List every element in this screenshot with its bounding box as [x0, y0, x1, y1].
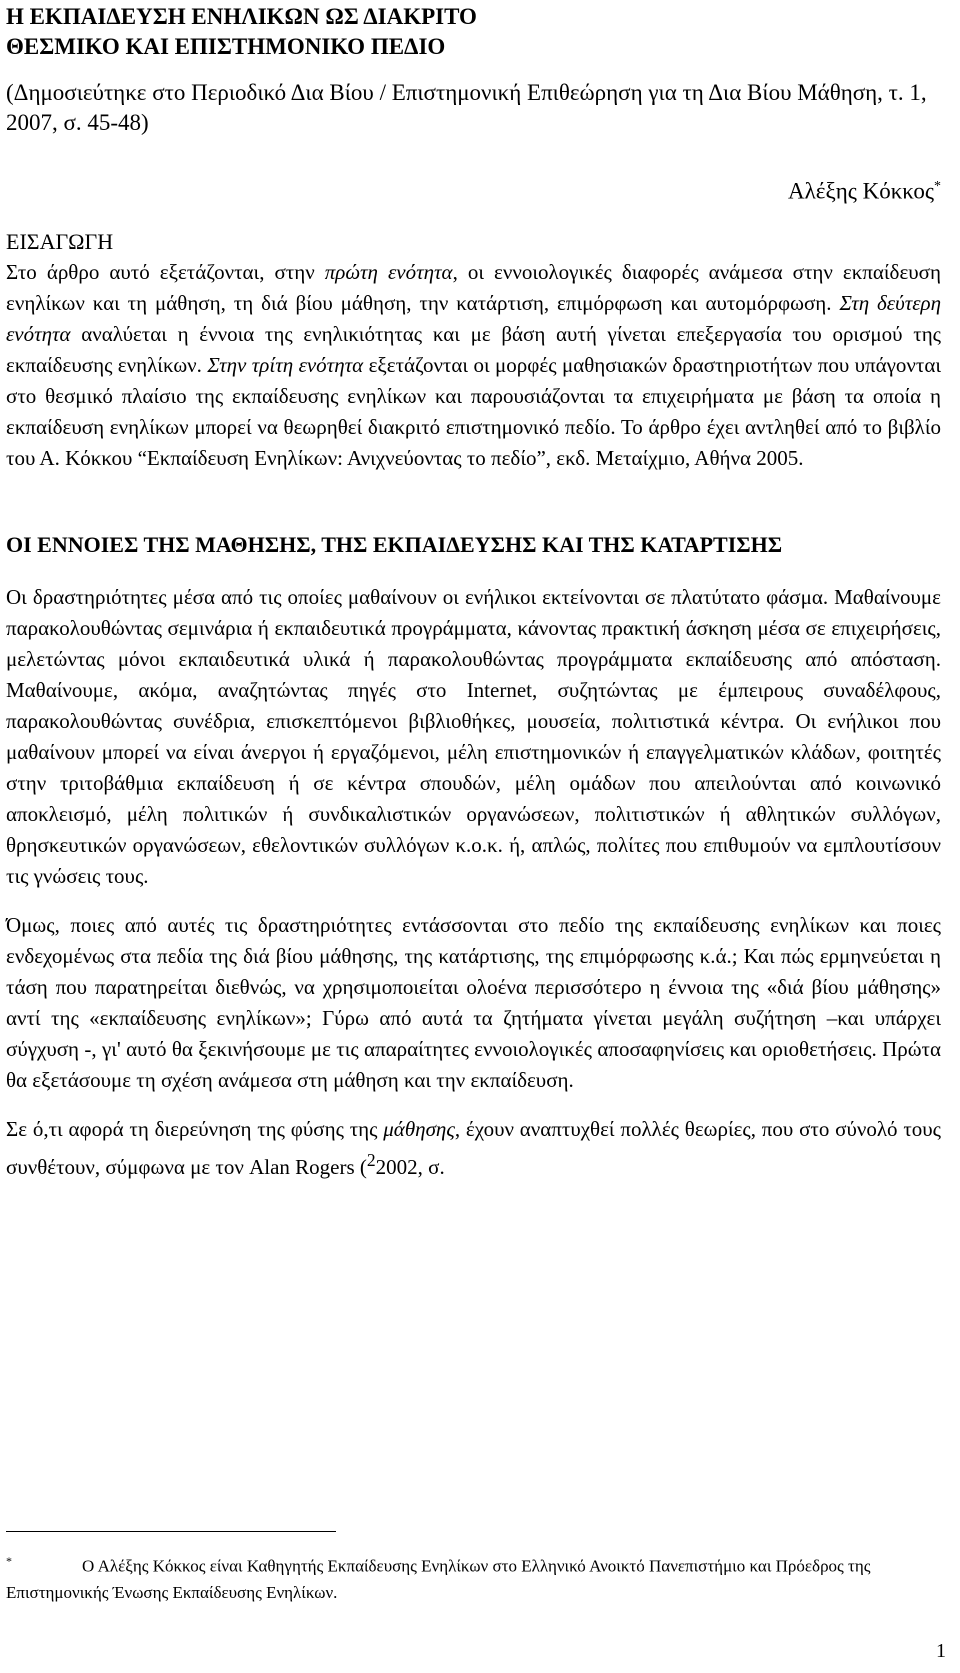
footnote — [6, 1548, 941, 1606]
intro-text-3: αναλύεται η έννοια της ενηλικιότητας και με βάση αυτή γίνεται επεξεργασία του ορισμού της εκπαίδευσης ενηλίκων. — [6, 321, 941, 377]
title-line-2: ΘΕΣΜΙΚΟ ΚΑΙ ΕΠΙΣΤΗΜΟΝΙΚΟ ΠΕΔΙΟ — [6, 34, 446, 59]
p3-text-3: 2002, σ. — [375, 1154, 445, 1179]
author-footnote-mark: * — [934, 179, 941, 194]
footnote-mark: * — [6, 1554, 12, 1568]
footnote-separator — [6, 1531, 336, 1532]
p3-text-2: , έχουν αναπτυχθεί πολλές θεωρίες, που στο σύνολό τους συνθέτουν, σύμφωνα με τον Alan Rogers ( — [6, 1116, 941, 1179]
intro-text-2: , οι εννοιολογικές διαφορές ανάμεσα στην εκπαίδευση ενηλίκων και τη μάθηση, τη διά βίου μάθηση, την κατάρτιση, επιμόρφωση και αυτομόρφωση. — [6, 259, 941, 315]
p3-text-1: Σε ό,τι αφορά τη διερεύνηση της φύσης της — [6, 1116, 384, 1141]
author-name: Αλέξης Κόκκος — [788, 178, 934, 204]
page-content — [6, 2, 941, 1183]
intro-paragraph — [6, 257, 941, 474]
intro-italic-1: πρώτη ενότητα — [324, 259, 453, 284]
body-paragraph-2: Όμως, ποιες από αυτές τις δραστηριότητες εντάσσονται στο πεδίο της εκπαίδευσης ενηλίκων και ποιες ενδεχομένως στα πεδία της διά βίου μάθησης, της κατάρτισης, της επιμόρφωσης κ.ά.; Και πώς ερμηνεύεται η τάση που παρατηρείται διεθνώς, να χρησιμοποιείται ολοένα περισσότερο η έννοια της «διά βίου μάθησης» αντί της «εκπαίδευσης ενηλίκων»; Γύρω από αυτά τα ζητήματα γίνεται μεγάλη συζήτηση –και υπάρχει σύγχυση -, γι' αυτό θα ξεκινήσουμε με τις απαραίτητες εννοιολογικές αποσαφηνίσεις και οριοθετήσεις. Πρώτα θα εξετάσουμε τη σχέση ανάμεσα στη μάθηση και την εκπαίδευση. — [6, 912, 941, 1092]
intro-italic-3: Στην τρίτη ενότητα — [207, 352, 364, 377]
intro-heading: ΕΙΣΑΓΩΓΗ — [6, 228, 114, 254]
title-line-1: Η ΕΚΠΑΙΔΕΥΣΗ ΕΝΗΛΙΚΩΝ ΩΣ ΔΙΑΚΡΙΤΟ — [6, 4, 477, 29]
p3-italic: μάθησης — [383, 1116, 455, 1141]
page-number: 1 — [936, 1640, 946, 1662]
body-paragraph-1: Οι δραστηριότητες μέσα από τις οποίες μαθαίνουν οι ενήλικοι εκτείνονται σε πλατύτατο φάσμα. Μαθαίνουμε παρακολουθώντας σεμινάρια ή εκπαιδευτικά προγράμματα, κάνοντας πρακτική άσκηση μέσα σε επιχειρήσεις, μελετώντας μόνοι εκπαιδευτικά υλικά ή παρακολουθώντας προγράμματα εκπαίδευσης από απόσταση. Μαθαίνουμε, ακόμα, αναζητώντας πηγές στο Internet, συζητώντας με έμπειρους συναδέλφους, παρακολουθώντας συνέδρια, επισκεπτόμενοι βιβλιοθήκες, μουσεία, πολιτιστικά κέντρα. Οι ενήλικοι που μαθαίνουν μπορεί να είναι άνεργοι ή εργαζόμενοι, μέλη επιστημονικών ή επαγγελματικών κλάδων, φοιτητές στην τριτοβάθμια εκπαίδευση ή σε κέντρα σπουδών, μέλη ομάδων που απειλούνται από κοινωνικό αποκλεισμό, μέλη πολιτικών ή συνδικαλιστικών οργανώσεων, πολιτιστικών ή αθλητικών συλλόγων, θρησκευτικών οργανώσεων, εθελοντικών συλλόγων κ.ο.κ. ή, απλώς, πολίτες που επιθυμούν να εμπλουτίσουν τις γνώσεις τους. — [6, 584, 941, 888]
section-heading: ΟΙ ΕΝΝΟΙΕΣ ΤΗΣ ΜΑΘΗΣΗΣ, ΤΗΣ ΕΚΠΑΙΔΕΥΣΗΣ ΚΑΙ ΤΗΣ ΚΑΤΑΡΤΙΣΗΣ — [6, 531, 783, 557]
p3-superscript: 2 — [366, 1149, 376, 1170]
author-line — [6, 172, 941, 207]
intro-text-1: Στο άρθρο αυτό εξετάζονται, στην — [6, 259, 325, 284]
intro-italic-2: Στη δεύτερη ενότητα — [6, 290, 941, 346]
body-paragraph-3 — [6, 1114, 941, 1183]
article-title — [6, 2, 941, 62]
intro-text-4: εξετάζονται οι μορφές μαθησιακών δραστηριοτήτων που υπάγονται στο θεσμικό πλαίσιο της εκπαίδευσης ενηλίκων και παρουσιάζονται τα επιχειρήματα με βάση τα οποία η εκπαίδευση ενηλίκων μπορεί να θεωρηθεί διακριτό επιστημονικό πεδίο. Το άρθρο έχει αντληθεί από το βιβλίο του Α. Κόκκου “Εκπαίδευση Ενηλίκων: Ανιχνεύοντας το πεδίο”, εκδ. Μεταίχμιο, Αθήνα 2005. — [6, 352, 942, 470]
footnote-text: Ο Αλέξης Κόκκος είναι Καθηγητής Εκπαίδευσης Ενηλίκων στο Ελληνικό Ανοικτό Πανεπιστήμιο και Πρόεδρος της Επιστημονικής Ένωσης Εκπαίδευσης Ενηλίκων. — [6, 1556, 871, 1602]
publication-note: (Δημοσιεύτηκε στο Περιοδικό Δια Βίου / Επιστημονική Επιθεώρηση για τη Δια Βίου Μάθηση, τ. 1, 2007, σ. 45-48) — [6, 80, 927, 135]
